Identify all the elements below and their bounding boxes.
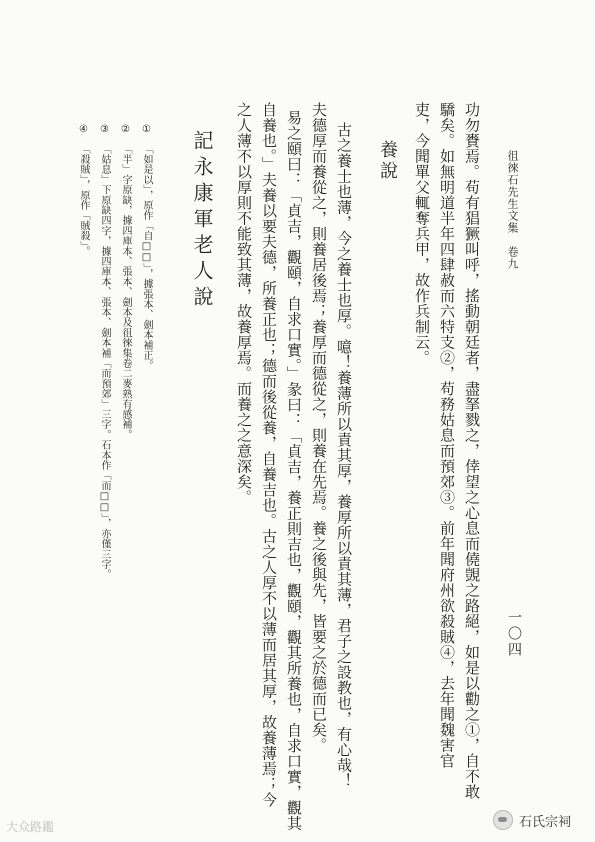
article-line: 古之養士也薄，今之養士也厚。噫！養薄所以責其厚，養厚所以責其薄，君子之設教也，有心哉！ xyxy=(335,122,353,789)
article-title: 養說 xyxy=(377,140,398,182)
watermark-right xyxy=(493,810,571,830)
next-article-title: 記永康軍老人說 xyxy=(190,130,214,312)
footnote-number: ④ xyxy=(78,124,89,136)
footnote-text: 「如是以」，原作「自□□」，據張本、劍本補正。 xyxy=(141,144,152,371)
prev-text-line: 吏，今聞單父輒奪兵甲，故作兵制云。 xyxy=(413,102,431,366)
running-title: 徂徠石先生文集 卷九 xyxy=(506,150,519,270)
prev-text-line: 驕矣。如無明道半年四肆赦而六特支②，苟務姑息而預郊③。前年聞府州欲殺賊④，去年聞魏害官 xyxy=(438,102,456,769)
article-line: 之人薄不以厚則不能致其薄，故養厚焉。而養之之意深矣。 xyxy=(235,102,253,505)
article-line: 夫德厚而養從之，則養居後焉；養厚而德從之，則養在先焉。養之後與先，皆要之於德而已矣。 xyxy=(310,102,328,753)
watermark-left: 大众路鑑 xyxy=(6,820,55,834)
article-line: 易之頤曰：「貞吉，觀頤，自求口實。」彖曰：「貞吉，養正則吉也，觀頤，觀其所養也，自求口實，觀其 xyxy=(285,110,303,831)
page-number: 一〇四 xyxy=(506,610,522,658)
footnote-text: 「姑息」下原缺四字，據四庫本、張本、劍本補「而預郊」三字。石本作「而□□」，亦僅三字。 xyxy=(99,144,110,580)
wechat-icon xyxy=(493,810,513,830)
footnote-number: ② xyxy=(120,124,131,136)
prev-text-line: 功勿賚焉。苟有猖獗叫呼，搖動朝廷者，盡拏戮之，倖望之心息而僥覬之路絕，如是以勸之①，自不敢 xyxy=(463,102,481,800)
footnote-number: ① xyxy=(141,124,152,136)
footnote-number: ③ xyxy=(99,124,110,136)
footnote-text: 「殺賊」，原作「賊殺」。 xyxy=(78,144,89,257)
article-line: 自養也。」夫養以要夫德，所養正也；德而後從養，自養吉也。古之人厚不以薄而居其厚，故養薄焉；今 xyxy=(260,102,278,808)
watermark-right-label: 石氏宗祠 xyxy=(518,814,571,830)
footnote-text: 「半」字原缺，據四庫本、張本、劍本及徂徠集卷二麥熟有感補。 xyxy=(120,144,131,440)
